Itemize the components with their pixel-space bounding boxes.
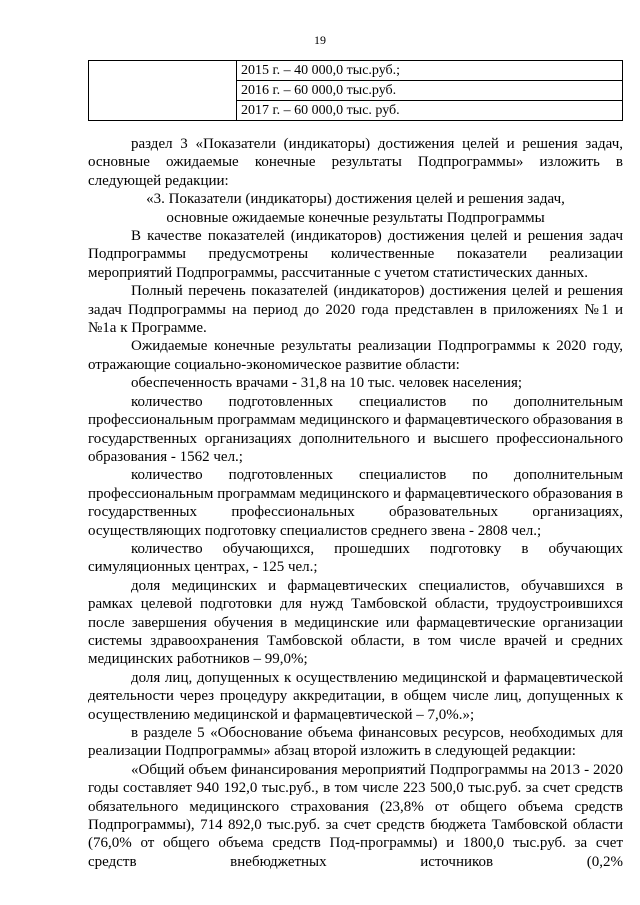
page-number: 19	[314, 33, 326, 47]
paragraph-financing: «Общий объем финансирования мероприятий Подпрограммы на 2013 - 2020 годы составляет 940 192,0 тыс.руб., в том числе 223 500,0 тыс.руб. за счет средств обязательного медицинского страхования (23,8% от общего объема средств Подпрограммы), 714 892,0 тыс.руб. за счет средств бюджета Тамбовской области (76,0% от общего объема средств Под-программы) и 1800,0 тыс.руб. за счет средств внебюджетных источников (0,2%	[88, 761, 623, 870]
list-item: обеспеченность врачами - 31,8 на 10 тыс. человек населения;	[131, 375, 523, 392]
list-item: доля медицинских и фармацевтических специалистов, обучавшихся в рамках целевой подготовки для нужд Тамбовской области, трудоустроившихся после завершения обучения в медицинские или фармацевтические организации системы здравоохранения Тамбовской области, в том числе врачей и средних медицинских работников – 99,0%;	[88, 577, 623, 668]
table-cell: 2017 г. – 60 000,0 тыс. руб.	[237, 101, 623, 121]
table-cell-empty	[89, 61, 237, 121]
document-body	[88, 135, 623, 871]
list-item: доля лиц, допущенных к осуществлению медицинской и фармацевтической деятельности через процедуру аккредитации, в общем числе лиц, допущенных к осуществлению медицинской и фармацевтической – 7,0%.»;	[88, 669, 623, 723]
paragraph-section5-intro: в разделе 5 «Обоснование объема финансовых ресурсов, необходимых для реализации Подпрограммы» абзац второй изложить в следующей редакции:	[88, 725, 623, 760]
list-item: количество обучающихся, прошедших подготовку в обучающих симуляционных центрах, - 125 чел.;	[88, 540, 623, 576]
table-row	[89, 61, 623, 81]
section-heading-line2: основные ожидаемые конечные результаты Подпрограммы	[166, 209, 545, 226]
budget-table	[88, 60, 623, 121]
paragraph-section3-intro: раздел 3 «Показатели (индикаторы) достижения целей и решения задач, основные ожидаемые конечные результаты Подпрограммы» изложить в следующей редакции:	[88, 136, 623, 189]
table-cell: 2015 г. – 40 000,0 тыс.руб.;	[237, 61, 623, 81]
paragraph-expected-results: Ожидаемые конечные результаты реализации Подпрограммы к 2020 году, отражающие социально-экономическое развитие области:	[88, 338, 623, 373]
section-heading-line1: «3. Показатели (индикаторы) достижения целей и решения задач,	[146, 191, 565, 208]
table-cell: 2016 г. – 60 000,0 тыс.руб.	[237, 81, 623, 101]
list-item: количество подготовленных специалистов по дополнительным профессиональным программам медицинского и фармацевтического образования в государственных профессиональных образовательных организациях, осуществляющих подготовку специалистов среднего звена - 2808 чел.;	[88, 467, 623, 539]
list-item: количество подготовленных специалистов по дополнительным профессиональным программам медицинского и фармацевтического образования в государственных организациях дополнительного и высшего профессионального образования - 1562 чел.;	[88, 393, 623, 465]
paragraph-full-list: Полный перечень показателей (индикаторов) достижения целей и решения задач Подпрограммы на период до 2020 года представлен в приложениях №1 и №1а к Программе.	[88, 283, 623, 337]
paragraph-indicators: В качестве показателей (индикаторов) достижения целей и решения задач Подпрограммы предусмотрены количественные показатели реализации мероприятий Подпрограммы, рассчитанные с учетом статистических данных.	[88, 228, 623, 281]
